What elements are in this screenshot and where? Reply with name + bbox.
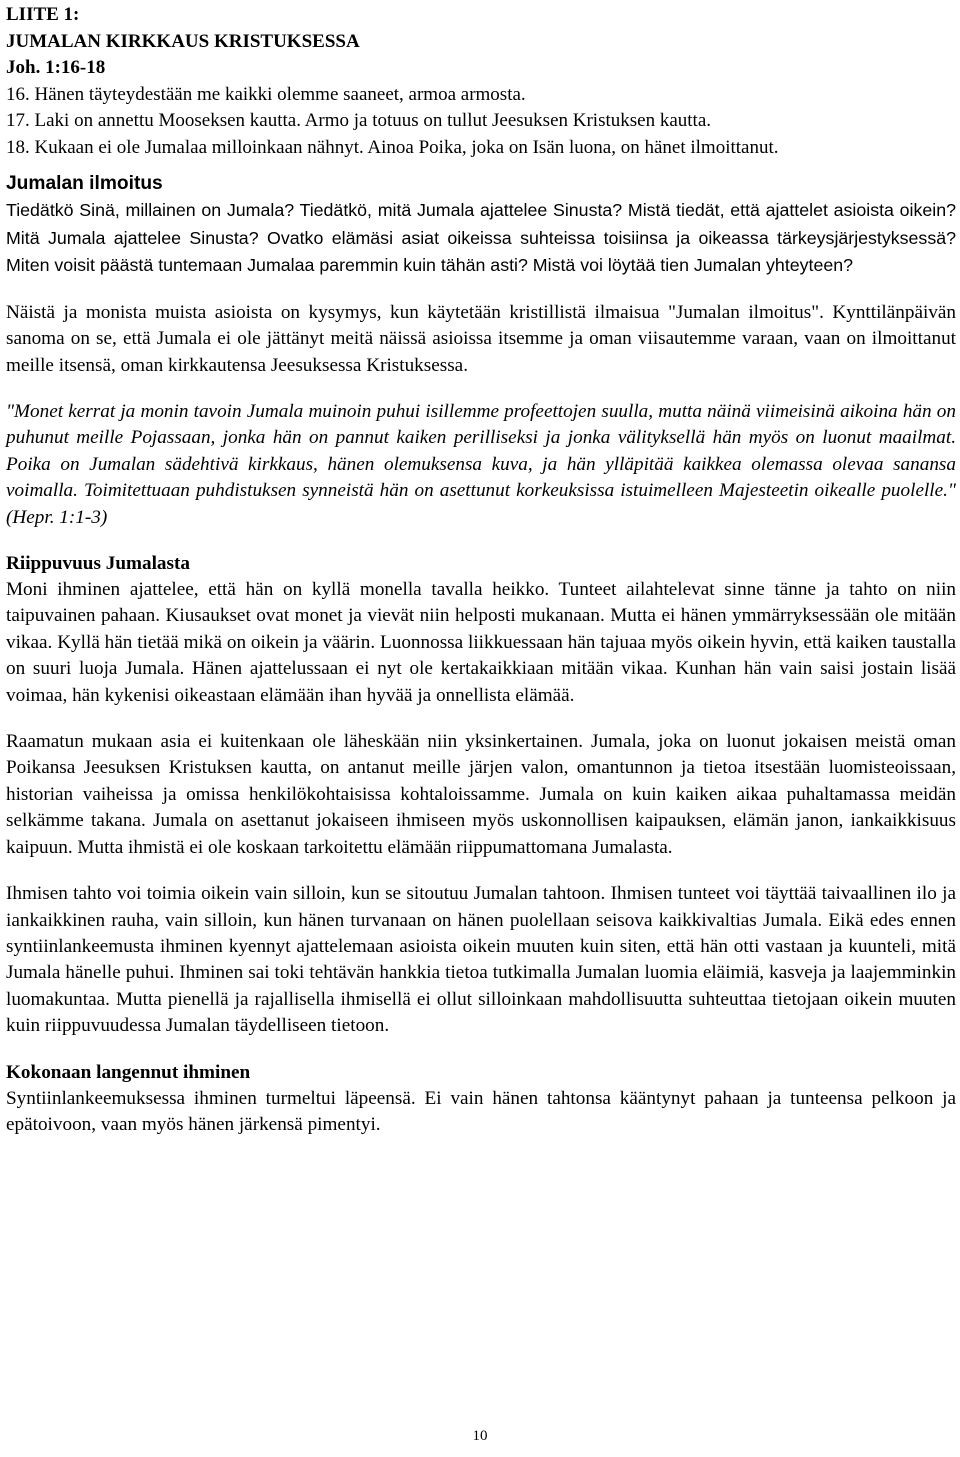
verse-18: 18. Kukaan ei ole Jumalaa milloinkaan nähnyt. Ainoa Poika, joka on Isän luona, on hänet ilmoittanut. [6,136,779,158]
hebrews-quote: "Monet kerrat ja monin tavoin Jumala muinoin puhui isillemme profeettojen suulla, mutta näinä viimeisinä aikoina hän on puhunut meille Pojassaan, jonka hän on pannut kaiken perilliseksi ja jonka välityksellä hän myös on luonut maailmat. Poika on Jumalan sädehtivä kirkkaus, hänen olemuksensa kuva, ja hän ylläpitää kaikkea olemassa olevaa sanansa voimalla. Toimitettuaan puhdistuksen synneistä hän on asettunut korkeuksissa istuimelleen Majesteetin oikealle puolelle." (Hepr. 1:1-3) [6,401,956,528]
document-title: JUMALAN KIRKKAUS KRISTUKSESSA [6,30,360,52]
appendix-label: LIITE 1: [6,4,80,25]
section-heading-riippuvuus: Riippuvuus Jumalasta [6,553,190,575]
paragraph-riippuvuus-2: Raamatun mukaan asia ei kuitenkaan ole läheskään niin yksinkertainen. Jumala, joka on luonut jokaisen meistä oman Poikansa Jeesuksen Kristuksen kautta, on antanut meille järjen valon, omantunnon ja tietoa itsestään luomisteoissaan, historian vaiheissa ja omissa henkilökohtaisissa kohtaloissamme. Jumala on kuin kaiken aikaa puhaltamassa meidän selkämme takana. Jumala on asettanut jokaiseen ihmiseen myös uskonnollisen kaipauksen, elämän janon, iankaikkisuus kaipuun. Mutta ihmistä ei ole koskaan tarkoitettu elämään riippumattomana Jumalasta. [6,731,956,858]
paragraph-ilmoitus: Näistä ja monista muista asioista on kysymys, kun käytetään kristillistä ilmaisua "Jumalan ilmoitus". Kynttilänpäivän sanoma on se, että Jumala ei ole jättänyt meitä näissä asioissa itsemme ja oman viisautemme varaan, vaan on ilmoittanut meille itsensä, oman kirkkautensa Jeesuksessa Kristuksessa. [6,301,956,376]
paragraph-langennut: Syntiinlankeemuksessa ihminen turmeltui läpeensä. Ei vain hänen tahtonsa kääntynyt pahaan ja tunteensa pelkoon ja epätoivoon, vaan myös hänen järkensä pimentyi. [6,1087,956,1135]
verse-17: 17. Laki on annettu Mooseksen kautta. Armo ja totuus on tullut Jeesuksen Kristuksen kautta. [6,110,712,131]
paragraph-riippuvuus-3: Ihmisen tahto voi toimia oikein vain silloin, kun se sitoutuu Jumalan tahtoon. Ihmisen tunteet voi täyttää taivaallinen ilo ja iankaikkinen rauha, vain silloin, kun hänen turvanaan on hänen puolellaan seisova kaikkivaltias Jumala. Eikä edes ennen syntiinlankeemusta ihminen kyennyt ajattelemaan asioista oikein muuten kuin siten, että hän otti vastaan ja kuunteli, mitä Jumala hänelle puhui. Ihminen sai toki tehtävän hankkia tietoa tutkimalla Jumalan luomia eläimiä, kasveja ja laajemminkin luomakuntaa. Mutta pienellä ja rajallisella ihmisellä ei ollut silloinkaan mahdollisuutta suhteuttaa tietojaan oikein muuten kuin riippuvuudessa Jumalan täydelliseen tietoon. [6,883,956,1037]
section-heading-jumalan-ilmoitus: Jumalan ilmoitus [6,173,163,194]
scripture-reference: Joh. 1:16-18 [6,57,106,78]
document-page [6,2,956,1138]
paragraph-riippuvuus-1: Moni ihminen ajattelee, että hän on kyllä monella tavalla heikko. Tunteet ailahtelevat sinne tänne ja tahto on niin taipuvainen pahaan. Kiusaukset ovat monet ja vievät niin helposti mukanaan. Mutta ei hänen ymmärryksessään ole mitään vikaa. Kyllä hän tietää mikä on oikein ja väärin. Luonnossa liikkuessaan hän tajuaa myös oikein hyvin, että kaiken taustalla on suuri luoja Jumala. Hänen ajattelussaan ei nyt ole kertakaikkiaan mitään vikaa. Kunhan hän vain saisi jostain lisää voimaa, hän kykenisi oikeastaan elämään ihan hyvää ja onnellista elämää. [6,579,956,706]
questions-paragraph: Tiedätkö Sinä, millainen on Jumala? Tiedätkö, mitä Jumala ajattelee Sinusta? Mistä tiedät, että ajattelet asioista oikein? Mitä Jumala ajattelee Sinusta? Ovatko elämäsi asiat oikeissa suhteissa toisiinsa ja oikeassa tärkeysjärjestyksessä? Miten voisit päästä tuntemaan Jumalaa paremmin kuin tähän asti? Mistä voi löytää tien Jumalan yhteyteen? [6,200,956,276]
section-heading-langennut: Kokonaan langennut ihminen [6,1061,251,1083]
page-number: 10 [472,1428,488,1444]
verse-16: 16. Hänen täyteydestään me kaikki olemme saaneet, armoa armosta. [6,83,526,105]
